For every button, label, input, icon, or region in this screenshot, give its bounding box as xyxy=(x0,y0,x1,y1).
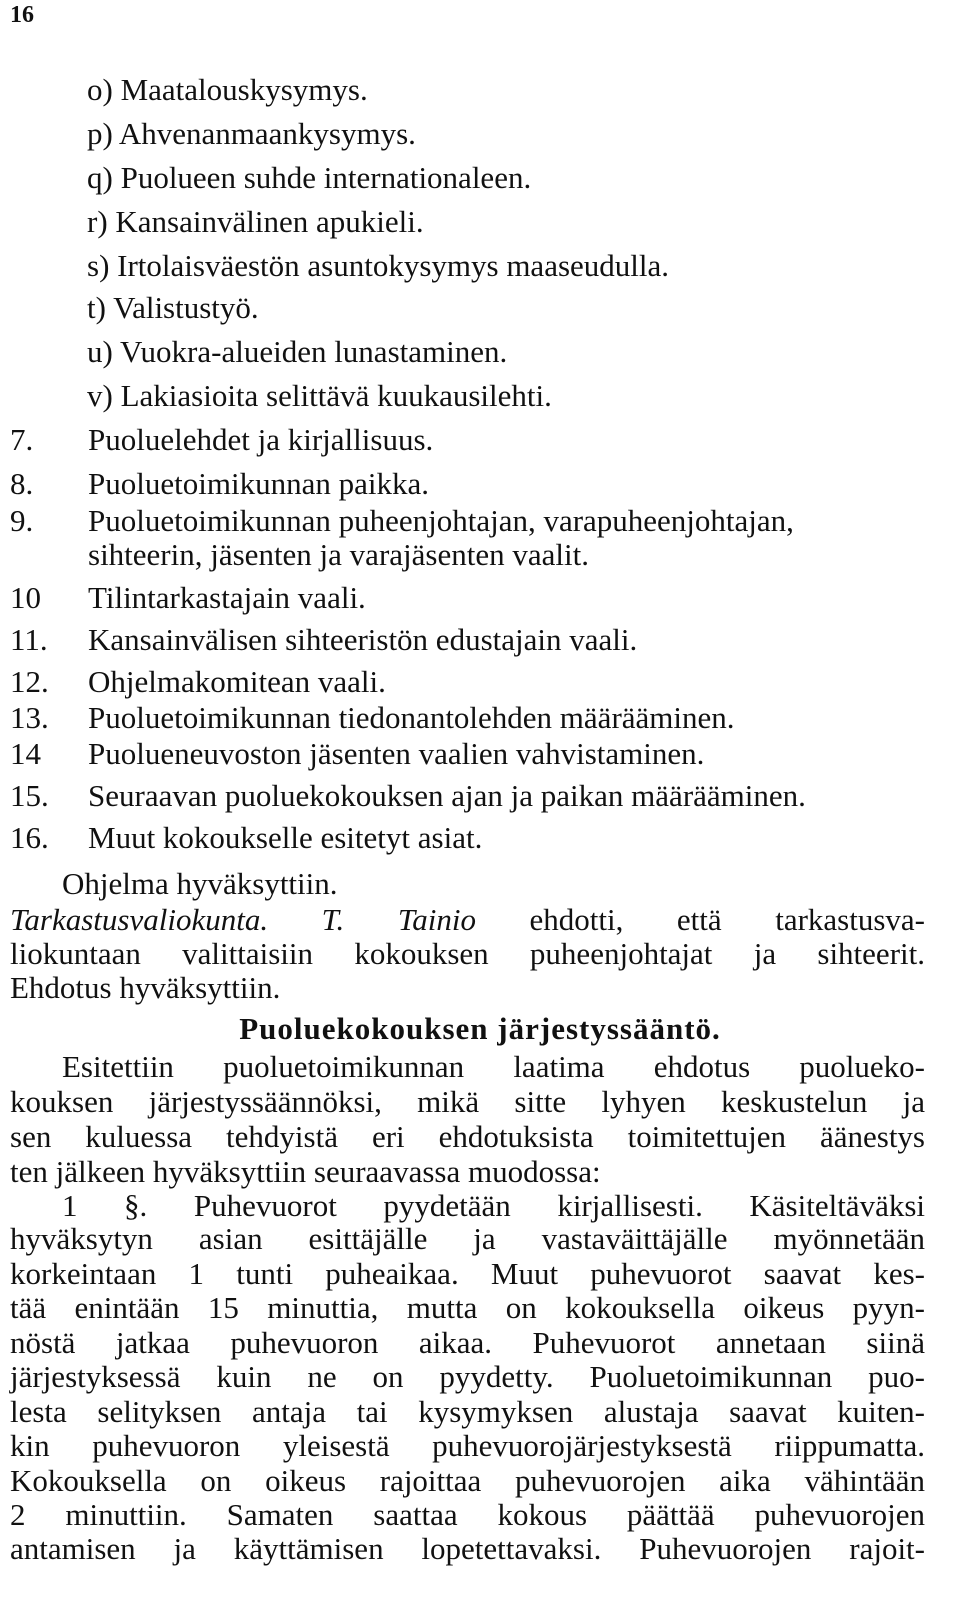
review-text: ehdotti, että tarkastusva- xyxy=(475,902,925,937)
body-line: 2 minuttiin. Samaten saattaa kokous päättää puhevuorojen xyxy=(10,1497,925,1532)
item-text: Puoluetoimikunnan paikka. xyxy=(88,466,429,501)
agenda-numbered-item xyxy=(10,820,482,856)
review-italic-label: Tarkastusvaliokunta. T. Tainio xyxy=(10,902,476,937)
agenda-numbered-item xyxy=(10,580,366,616)
body-line: kouksen järjestyssäännöksi, mikä sitte lyhyen keskustelun ja xyxy=(10,1084,925,1119)
item-text: Tilintarkastajain vaali. xyxy=(88,580,366,615)
agenda-letter-item: p) Ahvenanmaankysymys. xyxy=(87,116,416,151)
body-line: ten jälkeen hyväksyttiin seuraavassa muodossa: xyxy=(10,1154,601,1189)
agenda-letter-item: v) Lakiasioita selittävä kuukausilehti. xyxy=(87,378,552,413)
program-accepted: Ohjelma hyväksyttiin. xyxy=(62,866,338,901)
agenda-letter-item: r) Kansainvälinen apukieli. xyxy=(87,204,424,239)
item-number: 7. xyxy=(10,422,34,457)
agenda-letter-item: s) Irtolaisväestön asuntokysymys maaseudulla. xyxy=(87,248,670,283)
item-number: 8. xyxy=(10,466,34,501)
item-text: Puoluelehdet ja kirjallisuus. xyxy=(88,422,434,457)
agenda-numbered-item xyxy=(10,466,429,502)
body-line: korkeintaan 1 tunti puheaikaa. Muut puhevuorot saavat kes- xyxy=(10,1256,925,1291)
body-line: sen kuluessa tehdyistä eri ehdotuksista toimitettujen äänestys xyxy=(10,1119,925,1154)
agenda-letter-item: o) Maatalouskysymys. xyxy=(87,72,368,107)
item-text: Kansainvälisen sihteeristön edustajain vaali. xyxy=(88,622,638,657)
agenda-numbered-item xyxy=(10,664,386,700)
agenda-numbered-item xyxy=(10,422,433,458)
agenda-letter-item: u) Vuokra-alueiden lunastaminen. xyxy=(87,334,508,369)
body-line: tää enintään 15 minuttia, mutta on kokouksella oikeus pyyn- xyxy=(10,1290,925,1325)
item-text: Puoluetoimikunnan puheenjohtajan, varapuheenjohtajan, xyxy=(88,503,794,538)
body-line: Kokouksella on oikeus rajoittaa puhevuorojen aika vähintään xyxy=(10,1463,925,1498)
item-number: 12. xyxy=(10,664,49,699)
review-line: liokuntaan valittaisiin kokouksen puheenjohtajat ja sihteerit. xyxy=(10,936,925,971)
agenda-letter-item: t) Valistustyö. xyxy=(87,290,259,325)
body-line: 1 §. Puhevuorot pyydetään kirjallisesti. Käsiteltäväksi xyxy=(62,1188,925,1223)
body-line: lesta selityksen antaja tai kysymyksen alustaja saavat kuiten- xyxy=(10,1394,925,1429)
item-number: 11. xyxy=(10,622,48,657)
item-text: Seuraavan puoluekokouksen ajan ja paikan määrääminen. xyxy=(88,778,806,813)
item-text: Muut kokoukselle esitetyt asiat. xyxy=(88,820,483,855)
body-line: järjestyksessä kuin ne on pyydetty. Puoluetoimikunnan puo- xyxy=(10,1359,925,1394)
item-number: 9. xyxy=(10,503,34,538)
agenda-numbered-item xyxy=(10,700,735,736)
item-text: Puolueneuvoston jäsenten vaalien vahvistaminen. xyxy=(88,736,705,771)
page-number: 16 xyxy=(10,2,34,28)
review-line xyxy=(10,902,925,938)
item-number: 10 xyxy=(10,580,41,615)
item-number: 16. xyxy=(10,820,49,855)
body-line: nöstä jatkaa puhevuoron aikaa. Puhevuorot annetaan siinä xyxy=(10,1325,925,1360)
body-line: antamisen ja käyttämisen lopetettavaksi. Puhevuorojen rajoit- xyxy=(10,1531,925,1566)
item-text: Ohjelmakomitean vaali. xyxy=(88,664,386,699)
agenda-numbered-item xyxy=(10,503,794,539)
review-line: Ehdotus hyväksyttiin. xyxy=(10,970,281,1005)
agenda-numbered-item xyxy=(10,778,806,814)
agenda-letter-item: q) Puolueen suhde internationaleen. xyxy=(87,160,532,195)
body-line: hyväksytyn asian esittäjälle ja vastaväittäjälle myönnetään xyxy=(10,1221,925,1256)
item-number: 15. xyxy=(10,778,49,813)
section-heading: Puoluekokouksen järjestyssääntö. xyxy=(239,1011,721,1046)
agenda-numbered-item xyxy=(10,736,704,772)
item-number: 14 xyxy=(10,736,41,771)
item-text-continuation: sihteerin, jäsenten ja varajäsenten vaalit. xyxy=(88,537,589,572)
item-text: Puoluetoimikunnan tiedonantolehden määrääminen. xyxy=(88,700,735,735)
item-number: 13. xyxy=(10,700,49,735)
agenda-numbered-item xyxy=(10,622,637,658)
body-line: Esitettiin puoluetoimikunnan laatima ehdotus puolueko- xyxy=(62,1049,925,1084)
body-line: kin puhevuoron yleisestä puhevuorojärjestyksestä riippumatta. xyxy=(10,1428,925,1463)
